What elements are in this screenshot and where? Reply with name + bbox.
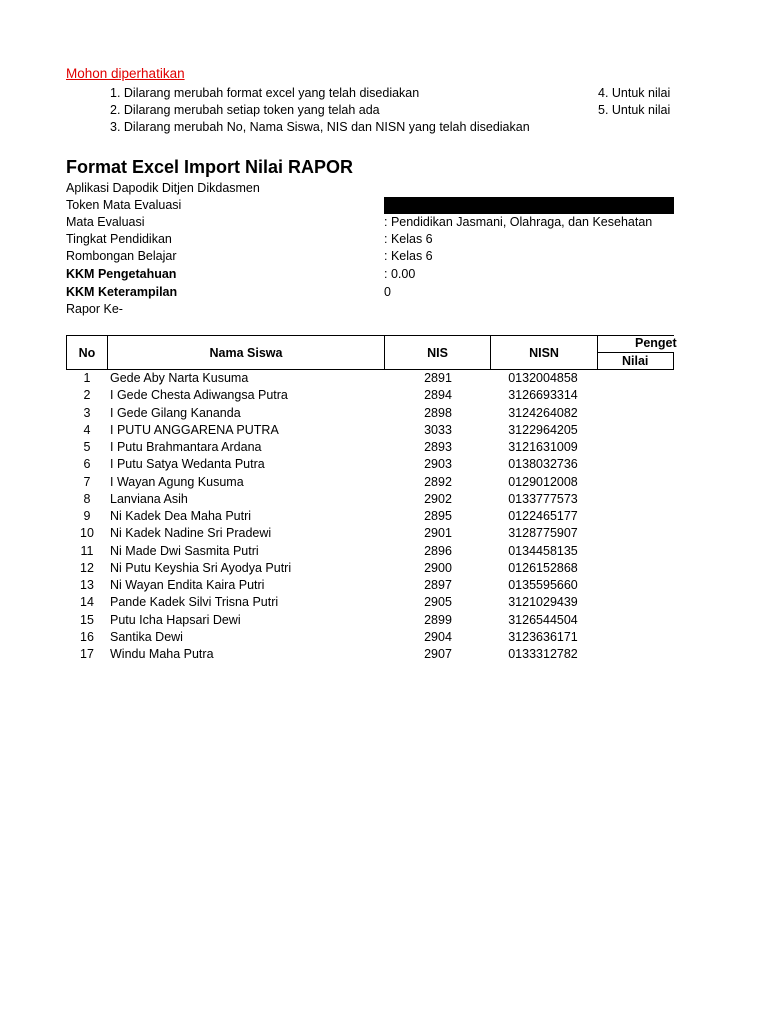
row-nis: 2894 <box>424 388 452 403</box>
app-subtitle: Aplikasi Dapodik Ditjen Dikdasmen <box>66 181 260 195</box>
header-pengetahuan: Penget <box>635 336 677 350</box>
row-nisn: 0138032736 <box>508 457 578 472</box>
row-nisn: 3126693314 <box>508 388 578 403</box>
table-row <box>66 525 686 542</box>
row-nisn: 3121631009 <box>508 440 578 454</box>
table-row <box>66 474 686 491</box>
row-no: 2 <box>83 388 91 403</box>
rule-5: 5. Untuk nilai <box>598 103 671 117</box>
table-row <box>66 612 686 629</box>
table-row <box>66 560 686 577</box>
rule-3: 3. Dilarang merubah No, Nama Siswa, NIS dan NISN yang telah disediakan <box>110 120 530 134</box>
row-nisn: 3126544504 <box>508 612 578 627</box>
mata-evaluasi-label: Mata Evaluasi <box>66 215 145 229</box>
kkm-pengetahuan-label: KKM Pengetahuan <box>66 267 177 281</box>
row-no: 10 <box>80 526 94 541</box>
rombel-value: : Kelas 6 <box>384 249 433 263</box>
kkm-keterampilan-value: 0 <box>384 285 391 299</box>
token-redacted-value <box>384 197 674 214</box>
row-nis: 2902 <box>424 491 452 506</box>
row-nis: 2903 <box>424 457 452 472</box>
rapor-ke-label: Rapor Ke- <box>66 302 123 316</box>
table-row <box>66 577 686 594</box>
row-nisn: 3128775907 <box>508 526 578 541</box>
row-no: 9 <box>83 509 91 523</box>
row-nisn: 0132004858 <box>508 371 578 385</box>
row-nama-siswa: I Putu Brahmantara Ardana <box>110 440 262 454</box>
row-nisn: 0133312782 <box>508 647 578 661</box>
table-row <box>66 491 686 508</box>
row-nis: 2899 <box>424 612 452 627</box>
row-nis: 2905 <box>424 595 452 610</box>
row-nama-siswa: I Putu Satya Wedanta Putra <box>110 457 265 472</box>
header-nis: NIS <box>384 335 491 370</box>
row-nama-siswa: Ni Putu Keyshia Sri Ayodya Putri <box>110 560 292 575</box>
row-no: 11 <box>80 543 94 558</box>
row-no: 14 <box>80 595 94 610</box>
row-nis: 2891 <box>424 371 452 385</box>
header-nilai: Nilai <box>597 352 674 370</box>
kkm-pengetahuan-value: : 0.00 <box>384 267 416 281</box>
row-nama-siswa: I Gede Gilang Kananda <box>110 405 241 420</box>
row-nisn: 3124264082 <box>508 405 578 420</box>
tingkat-value: : Kelas 6 <box>384 232 433 246</box>
row-nis: 2897 <box>424 578 452 592</box>
table-row <box>66 387 686 404</box>
row-nis: 3033 <box>424 422 452 437</box>
row-nis: 2904 <box>424 629 452 644</box>
notice-title: Mohon diperhatikan <box>66 66 185 81</box>
row-nama-siswa: Ni Wayan Endita Kaira Putri <box>110 578 265 592</box>
row-no: 16 <box>80 629 94 644</box>
mata-evaluasi-value: : Pendidikan Jasmani, Olahraga, dan Kesehatan <box>384 215 653 229</box>
row-no: 5 <box>83 440 91 454</box>
row-no: 13 <box>80 578 94 592</box>
row-nisn: 0133777573 <box>508 491 578 506</box>
row-nis: 2907 <box>424 647 452 661</box>
table-row <box>66 405 686 422</box>
row-nis: 2898 <box>424 405 452 420</box>
row-no: 3 <box>83 405 91 420</box>
row-nisn: 3121029439 <box>508 595 578 610</box>
row-nisn: 0126152868 <box>508 560 578 575</box>
row-no: 8 <box>83 491 91 506</box>
row-nisn: 3122964205 <box>508 422 578 437</box>
rule-4: 4. Untuk nilai <box>598 86 671 100</box>
row-nama-siswa: Ni Made Dwi Sasmita Putri <box>110 543 259 558</box>
table-row <box>66 508 686 525</box>
row-nis: 2892 <box>424 474 452 489</box>
table-row <box>66 646 686 663</box>
table-row <box>66 422 686 439</box>
tingkat-label: Tingkat Pendidikan <box>66 232 172 246</box>
row-nisn: 0134458135 <box>508 543 578 558</box>
token-label: Token Mata Evaluasi <box>66 198 182 212</box>
table-row <box>66 594 686 611</box>
row-nama-siswa: Santika Dewi <box>110 629 183 644</box>
row-nis: 2893 <box>424 440 452 454</box>
table-row <box>66 370 686 387</box>
row-no: 17 <box>80 647 94 661</box>
header-nisn: NISN <box>490 335 598 370</box>
kkm-keterampilan-label: KKM Keterampilan <box>66 285 178 299</box>
row-nama-siswa: Lanviana Asih <box>110 491 188 506</box>
row-nama-siswa: I PUTU ANGGARENA PUTRA <box>110 422 279 437</box>
row-nis: 2896 <box>424 543 452 558</box>
row-nisn: 0135595660 <box>508 578 578 592</box>
row-nama-siswa: Ni Kadek Dea Maha Putri <box>110 509 252 523</box>
rombel-label: Rombongan Belajar <box>66 249 177 263</box>
row-nama-siswa: Pande Kadek Silvi Trisna Putri <box>110 595 279 610</box>
row-nama-siswa: I Wayan Agung Kusuma <box>110 474 244 489</box>
row-no: 7 <box>83 474 91 489</box>
row-nisn: 0122465177 <box>508 509 578 523</box>
table-row <box>66 456 686 473</box>
row-no: 6 <box>83 457 91 472</box>
row-no: 4 <box>83 422 91 437</box>
row-nama-siswa: Ni Kadek Nadine Sri Pradewi <box>110 526 272 541</box>
table-row <box>66 543 686 560</box>
page-title: Format Excel Import Nilai RAPOR <box>66 157 354 177</box>
table-row <box>66 439 686 456</box>
row-nama-siswa: Windu Maha Putra <box>110 647 214 661</box>
row-no: 15 <box>80 612 94 627</box>
row-nis: 2901 <box>424 526 452 541</box>
row-no: 1 <box>83 371 91 385</box>
row-nis: 2900 <box>424 560 452 575</box>
rule-2: 2. Dilarang merubah setiap token yang telah ada <box>110 103 380 117</box>
row-nama-siswa: Gede Aby Narta Kusuma <box>110 371 249 385</box>
row-nis: 2895 <box>424 509 452 523</box>
row-nama-siswa: Putu Icha Hapsari Dewi <box>110 612 241 627</box>
row-nisn: 0129012008 <box>508 474 578 489</box>
row-nisn: 3123636171 <box>508 629 578 644</box>
table-row <box>66 629 686 646</box>
header-nama-siswa: Nama Siswa <box>107 335 385 370</box>
row-nama-siswa: I Gede Chesta Adiwangsa Putra <box>110 388 288 403</box>
rule-1: 1. Dilarang merubah format excel yang telah disediakan <box>110 86 420 100</box>
header-no: No <box>66 335 108 370</box>
row-no: 12 <box>80 560 94 575</box>
